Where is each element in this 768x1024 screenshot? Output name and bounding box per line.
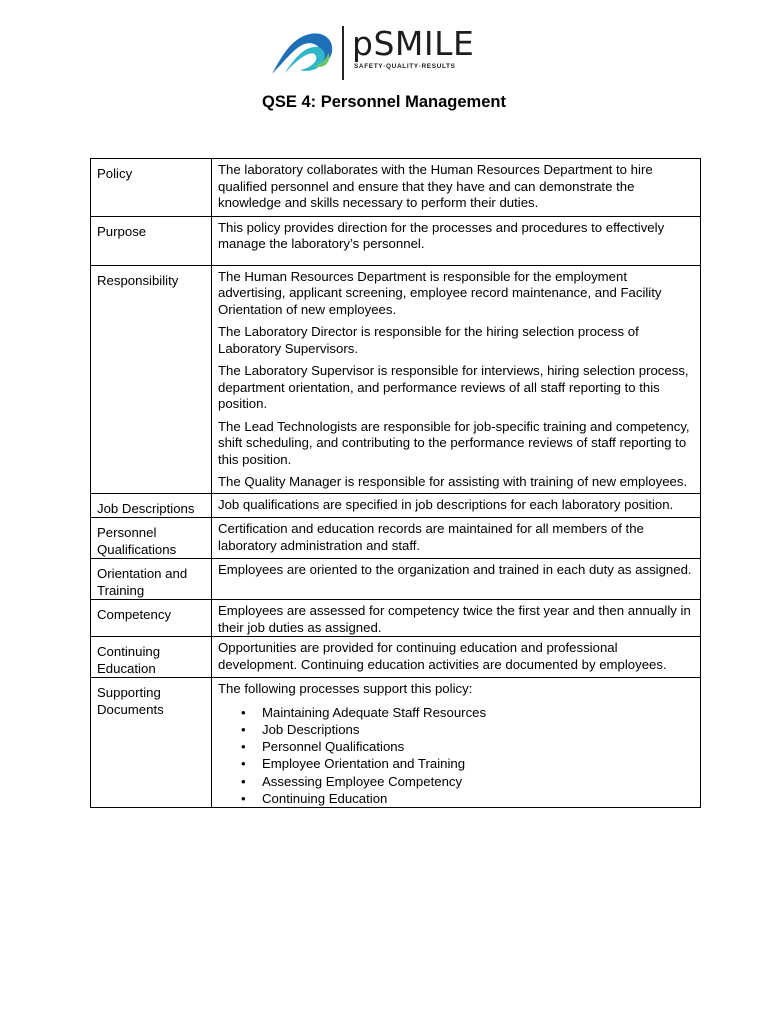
row-label: Competency (91, 600, 212, 637)
row-content (212, 559, 701, 600)
logo-tagline: SAFETY·QUALITY·RESULTS (354, 63, 456, 70)
table-row (91, 637, 701, 678)
row-label: Personnel Qualifications (91, 518, 212, 559)
list-item: • Employee Orientation and Training (262, 755, 694, 772)
row-content (212, 159, 701, 217)
row-label: Purpose (91, 216, 212, 265)
row-paragraph: Job qualifications are specified in job descriptions for each laboratory position. (218, 496, 674, 512)
row-paragraph: Employees are oriented to the organization and trained in each duty as assigned. (218, 562, 692, 577)
row-content (212, 493, 701, 518)
row-label: Continuing Education (91, 637, 212, 678)
row-paragraph: The Lead Technologists are responsible for job-specific training and competency, shift scheduling, and contributing to the performance reviews of staff reporting to this position. (218, 418, 690, 467)
row-paragraph: The Quality Manager is responsible for assisting with training of new employees. (218, 474, 688, 489)
supporting-documents-list (218, 704, 694, 808)
psmile-logo (270, 24, 480, 82)
row-label: Responsibility (91, 265, 212, 493)
table-row (91, 600, 701, 637)
row-paragraph: The following processes support this policy: (218, 681, 473, 696)
row-content (212, 518, 701, 559)
row-paragraph: Certification and education records are maintained for all members of the laboratory administration and staff. (218, 521, 644, 553)
row-paragraph: Employees are assessed for competency twice the first year and then annually in their job duties as assigned. (218, 603, 691, 635)
row-content (212, 600, 701, 637)
list-item: • Continuing Education (262, 790, 694, 807)
policy-table (90, 158, 701, 808)
logo-divider (342, 26, 344, 80)
list-item: • Job Descriptions (262, 721, 694, 738)
table-row (91, 518, 701, 559)
row-label: Supporting Documents (91, 678, 212, 808)
row-content (212, 265, 701, 493)
list-item: • Personnel Qualifications (262, 738, 694, 755)
table-row (91, 559, 701, 600)
list-item: • Maintaining Adequate Staff Resources (262, 704, 694, 721)
row-content (212, 678, 701, 808)
row-paragraph: The Human Resources Department is responsible for the employment advertising, applicant screening, employee record maintenance, and Facility Orientation of new employees. (218, 268, 662, 317)
psmile-wave-icon (270, 30, 336, 76)
logo-name: pSMILE (352, 24, 475, 63)
table-row (91, 678, 701, 808)
row-paragraph: The Laboratory Supervisor is responsible for interviews, hiring selection process, department orientation, and performance reviews of all staff reporting to this position. (218, 363, 689, 411)
list-item: • Assessing Employee Competency (262, 773, 694, 790)
row-label: Orientation and Training (91, 559, 212, 600)
row-content (212, 637, 701, 678)
row-paragraph: This policy provides direction for the processes and procedures to effectively manage the laboratory’s personnel. (218, 219, 665, 251)
page-title: QSE 4: Personnel Management (262, 93, 506, 111)
row-label: Job Descriptions (91, 493, 212, 518)
row-content (212, 216, 701, 265)
table-row (91, 265, 701, 493)
table-row (91, 216, 701, 265)
table-row (91, 159, 701, 217)
row-paragraph: The laboratory collaborates with the Human Resources Department to hire qualified personnel and ensure that they have and can demonstrate the knowledge and skills necessary to perform their duties. (218, 162, 653, 210)
table-row (91, 493, 701, 518)
row-paragraph: The Laboratory Director is responsible for the hiring selection process of Laboratory Supervisors. (218, 324, 639, 356)
row-paragraph: Opportunities are provided for continuing education and professional development. Continuing education activities are documented by employees. (218, 640, 667, 672)
row-label: Policy (91, 159, 212, 217)
